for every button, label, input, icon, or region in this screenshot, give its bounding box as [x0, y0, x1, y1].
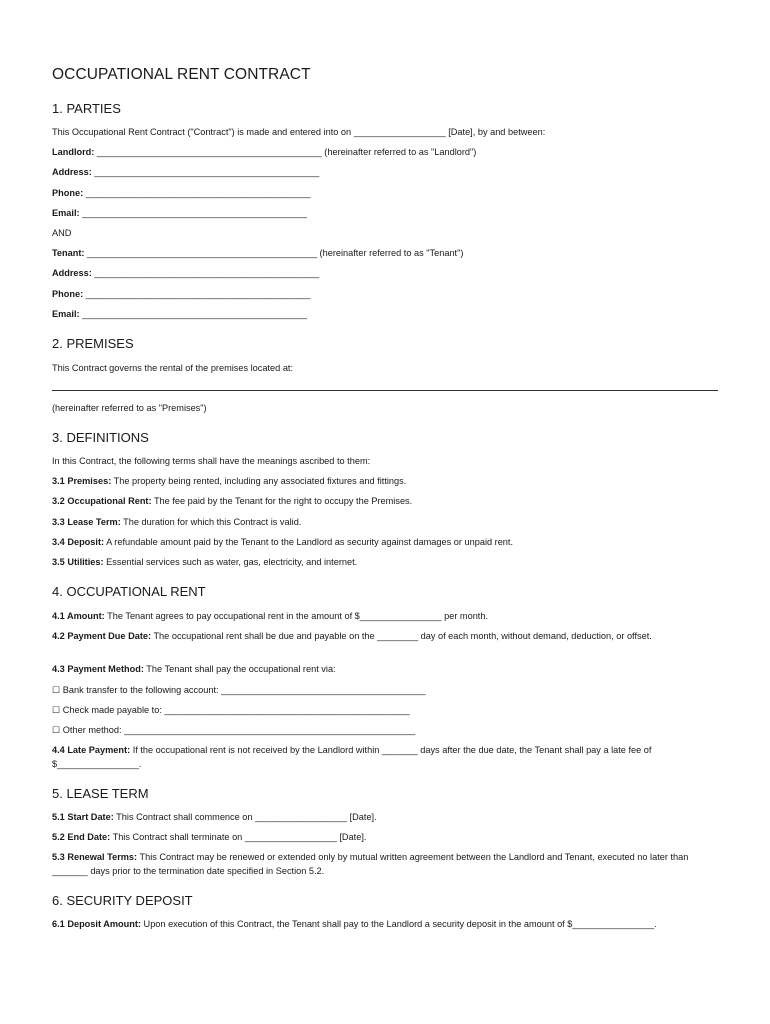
tenant-phone-label: Phone: — [52, 289, 84, 299]
definition-item — [52, 556, 357, 570]
tenant-address-line — [52, 267, 319, 281]
rent-due-label: 4.2 Payment Due Date: — [52, 631, 152, 641]
payment-method-text: The Tenant shall pay the occupational rent via: — [143, 664, 336, 674]
premises-address-blank — [52, 390, 718, 391]
rent-amount-text: The Tenant agrees to pay occupational rent in the amount of $________________ per month. — [104, 611, 489, 621]
definition-text: A refundable amount paid by the Tenant to the Landlord as security against damages or unpaid rent. — [104, 537, 514, 547]
landlord-phone-value: ____________________________________________ — [83, 188, 311, 198]
definition-text: The property being rented, including any associated fixtures and fittings. — [111, 476, 407, 486]
tenant-phone-line — [52, 288, 311, 302]
landlord-phone-label: Phone: — [52, 188, 84, 198]
tenant-address-label: Address: — [52, 268, 92, 278]
tenant-email-value: ____________________________________________ — [79, 309, 307, 319]
landlord-email-label: Email: — [52, 208, 80, 218]
definition-label: 3.2 Occupational Rent: — [52, 496, 152, 506]
rent-amount — [52, 610, 488, 624]
definition-item — [52, 536, 513, 550]
payment-method — [52, 663, 336, 677]
tenant-email-label: Email: — [52, 309, 80, 319]
rent-due-text: The occupational rent shall be due and payable on the ________ day of each month, without demand, deduction, or offset. — [151, 631, 652, 641]
landlord-line — [52, 146, 476, 160]
deposit-amount-text: Upon execution of this Contract, the Tenant shall pay to the Landlord a security deposit in the amount of $________________. — [141, 919, 657, 929]
deposit-amount — [52, 918, 720, 932]
landlord-label: Landlord: — [52, 147, 95, 157]
section-heading-occupational-rent: 4. OCCUPATIONAL RENT — [52, 584, 206, 599]
rent-due-date — [52, 630, 720, 644]
deposit-amount-label: 6.1 Deposit Amount: — [52, 919, 141, 929]
payment-option-check-checkbox[interactable]: ☐ Check made payable to: ________________________________________________ — [52, 705, 410, 715]
definition-label: 3.5 Utilities: — [52, 557, 104, 567]
section-heading-parties: 1. PARTIES — [52, 101, 121, 116]
late-payment — [52, 744, 720, 771]
rent-amount-label: 4.1 Amount: — [52, 611, 105, 621]
lease-renewal-text: This Contract may be renewed or extended only by mutual written agreement between the Landlord and Tenant, executed no later than _______ days prior to the termination date specified in Section 5.2. — [52, 852, 689, 876]
section-heading-lease-term: 5. LEASE TERM — [52, 786, 149, 801]
landlord-value: ____________________________________________ (hereinafter referred to as "Landlord") — [94, 147, 477, 157]
definition-text: Essential services such as water, gas, electricity, and internet. — [103, 557, 358, 567]
tenant-address-value: ____________________________________________ — [91, 268, 320, 278]
landlord-email-line — [52, 207, 307, 221]
late-payment-text: If the occupational rent is not received by the Landlord within _______ days after the due date, the Tenant shall pay a late fee of $________________. — [52, 745, 652, 769]
lease-renewal-label: 5.3 Renewal Terms: — [52, 852, 138, 862]
definition-label: 3.4 Deposit: — [52, 537, 105, 547]
tenant-value: _____________________________________________ (hereinafter referred to as "Tenant") — [84, 248, 464, 258]
and-separator: AND — [52, 228, 72, 238]
definition-text: The fee paid by the Tenant for the right to occupy the Premises. — [151, 496, 413, 506]
landlord-address-label: Address: — [52, 167, 92, 177]
lease-end-date — [52, 831, 366, 845]
tenant-email-line — [52, 308, 307, 322]
lease-renewal-terms — [52, 851, 720, 878]
section-heading-definitions: 3. DEFINITIONS — [52, 430, 149, 445]
definition-item — [52, 495, 412, 509]
premises-intro: This Contract governs the rental of the premises located at: — [52, 363, 294, 373]
payment-option-bank-checkbox[interactable]: ☐ Bank transfer to the following account: ________________________________________ — [52, 685, 426, 695]
landlord-email-value: ____________________________________________ — [79, 208, 307, 218]
lease-start-date — [52, 811, 377, 825]
lease-end-label: 5.2 End Date: — [52, 832, 111, 842]
tenant-line — [52, 247, 463, 261]
definition-item — [52, 516, 301, 530]
payment-method-label: 4.3 Payment Method: — [52, 664, 144, 674]
definition-label: 3.1 Premises: — [52, 476, 112, 486]
tenant-phone-value: ____________________________________________ — [83, 289, 311, 299]
definition-label: 3.3 Lease Term: — [52, 517, 121, 527]
section-heading-premises: 2. PREMISES — [52, 336, 134, 351]
landlord-address-value: ____________________________________________ — [91, 167, 320, 177]
premises-note: (hereinafter referred to as "Premises") — [52, 403, 207, 413]
definition-item — [52, 475, 406, 489]
lease-end-text: This Contract shall terminate on __________________ [Date]. — [110, 832, 367, 842]
payment-option-other-checkbox[interactable]: ☐ Other method: _________________________________________________________ — [52, 725, 416, 735]
definition-text: The duration for which this Contract is valid. — [120, 517, 302, 527]
late-payment-label: 4.4 Late Payment: — [52, 745, 131, 755]
section-heading-security-deposit: 6. SECURITY DEPOSIT — [52, 893, 193, 908]
lease-start-text: This Contract shall commence on __________________ [Date]. — [113, 812, 377, 822]
definitions-intro: In this Contract, the following terms shall have the meanings ascribed to them: — [52, 456, 371, 466]
landlord-phone-line — [52, 187, 311, 201]
document-title: OCCUPATIONAL RENT CONTRACT — [52, 66, 311, 83]
lease-start-label: 5.1 Start Date: — [52, 812, 114, 822]
tenant-label: Tenant: — [52, 248, 85, 258]
landlord-address-line — [52, 166, 319, 180]
parties-intro: This Occupational Rent Contract ("Contract") is made and entered into on __________________ [Date], by and between: — [52, 127, 546, 137]
